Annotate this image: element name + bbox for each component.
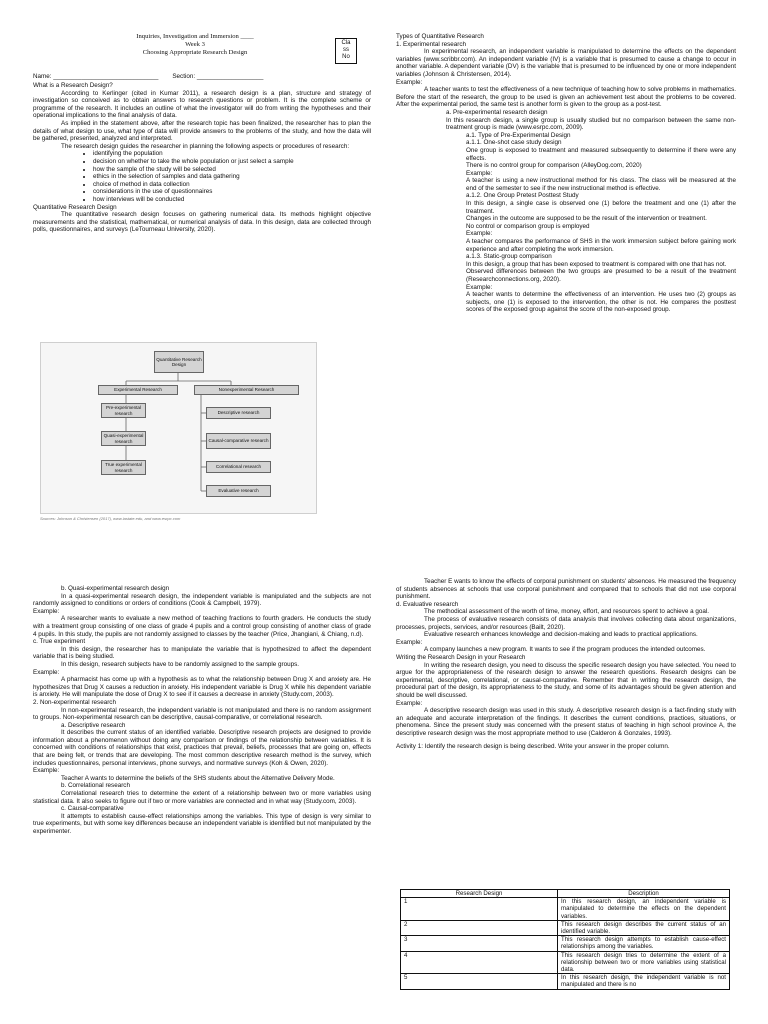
answer-cell[interactable]: 3 — [401, 936, 558, 951]
paragraph: c. True experiment — [33, 638, 86, 646]
research-design-diagram — [40, 342, 317, 514]
paragraph: 1. Experimental research — [396, 40, 466, 48]
list-item: • considerations in the use of questionnaires — [93, 188, 371, 196]
paragraph: a. Pre-experimental research design — [446, 108, 548, 116]
lesson-title: Choosing Appropriate Research Design — [142, 49, 248, 56]
paragraph: Teacher E wants to know the effects of corporal punishment on students' absences. He measured the frequency of students absences at schools that use corporal punishment and compared that to schools that did not use corporal punishment. — [396, 578, 736, 601]
paragraph: In this design, a single case is observed one (1) before the treatment and one (1) after the treatment. — [466, 200, 736, 215]
paragraph: A teacher wants to test the effectiveness of a new technique of teaching how to solve problems in mathematics. Before the start of the research, the group to be used is given an achievement test about the problems to be covered. After the experimental period, the same test is another form is given to the group as a post-test. — [396, 86, 736, 109]
table-row — [401, 898, 730, 921]
activity-table — [400, 889, 730, 990]
paragraph: In non-experimental research, the independent variable is not manipulated and there is no random assignment to groups. Non-experimental research can be descriptive, causal-comparative, or correlational research. — [33, 706, 371, 722]
left-column-top — [33, 82, 371, 234]
diagram-source: Sources: Johnson & Christensen (2017), www.iastate.edu, and www.esrpc.com — [40, 516, 181, 521]
paragraph: In this design, a group that has been exposed to treatment is compared with one that has not. — [466, 260, 727, 268]
diagram-node-causal-comparative: Causal-comparative research — [206, 433, 271, 449]
paragraph: Correlational research tries to determine the extent of a relationship between two or more variables using statistical data. It also seeks to figure out if two or more variables are connected and in what way (Study.com, 2003). — [33, 790, 371, 805]
answer-cell[interactable]: 1 — [401, 898, 558, 921]
paragraph: Example: — [466, 283, 493, 291]
answer-cell[interactable]: 4 — [401, 951, 558, 974]
description-cell: In this research design, an independent variable is manipulated to determine the effects on the dependent variables. — [558, 898, 730, 921]
table-row — [401, 974, 730, 989]
paragraph: In experimental research, an independent variable is manipulated to determine the effects on the dependent variables (www.scribbr.com). An independent variable (IV) is a variable that is presumed to cause a change to occur in another variable. A dependent variable (DV) is the variable that is presumed to be influenced by one or more independent variables (Johnson & Christensen, 2014). — [396, 48, 736, 78]
diagram-node-evaluative: Evaluative research — [206, 485, 271, 497]
paragraph: No control or comparison group is employed — [466, 222, 590, 230]
course-title: Inquiries, Investigation and Immersion ____ — [136, 33, 254, 40]
paragraph: A teacher is using a new instructional method for his class. The class will be measured at the end of the semester to see if the new instructional method is effective. — [466, 177, 736, 192]
paragraph: The research design guides the researcher in planning the following aspects or procedures of research: — [61, 142, 350, 150]
paragraph: A descriptive research design was used in this study. A descriptive research design is a fact-finding study with an adequate and accurate interpretation of the findings. It describes the current conditions, practices, situations, or phenomena. Since the present study was concerned with the present status of teaching in high school province A, the descriptive research design was the most appropriate method to use (Calderon & Gonzales, 1993). — [396, 707, 736, 737]
paragraph: a. Descriptive research — [61, 721, 126, 729]
paragraph: There is no control group for comparison (AlleyDog.com, 2020) — [466, 162, 642, 170]
paragraph: Changes in the outcome are supposed to be the result of the intervention or treatment. — [466, 215, 707, 223]
list-item: • choice of method in data collection — [93, 181, 371, 189]
paragraph: In this design, research subjects have to be randomly assigned to the sample groups. — [61, 660, 300, 668]
paragraph: Types of Quantitative Research — [396, 33, 484, 40]
description-cell: This research design tries to determine the extent of a relationship between two or more variables using statistical data. — [558, 951, 730, 974]
description-cell: This research design attempts to establish cause-effect relationships among the variables. — [558, 936, 730, 951]
paragraph: A pharmacist has come up with a hypothesis as to what the relationship between Drug X and anxiety are. He hypothesizes that Drug X causes a reduction in anxiety. His independent variable is Drug X while his dependent variable is anxiety. He will manipulate the dose of Drug X to see if it causes a decrease in anxiety (Study.com, 2003). — [33, 676, 371, 699]
list-item: • how the sample of the study will be selected — [93, 166, 371, 174]
paragraph: Example: — [33, 607, 60, 615]
answer-cell[interactable]: 5 — [401, 974, 558, 989]
paragraph: The methodical assessment of the worth of time, money, effort, and resources spent to achieve a goal. — [424, 608, 710, 616]
name-section-line: Name: ______________________________ Section: ___________________ — [33, 73, 264, 80]
paragraph: a.1.3. Static-group comparison — [466, 253, 552, 261]
paragraph: One group is exposed to treatment and measured subsequently to determine if there were any effects. — [466, 146, 736, 162]
paragraph: b. Quasi-experimental research design — [61, 585, 170, 592]
paragraph: In this research design, a single group is usually studied but no comparison between the same non-treatment group is made (www.esrpc.com, 2009). — [446, 116, 736, 132]
paragraph: Example: — [396, 699, 423, 707]
list-item: • decision on whether to take the whole population or just select a sample — [93, 158, 371, 166]
diagram-root: Quantitative Research Design — [154, 351, 204, 373]
right-column-bottom — [396, 578, 736, 751]
table-row — [401, 951, 730, 974]
table-row — [401, 936, 730, 951]
paragraph: Teacher A wants to determine the beliefs of the SHS students about the Alternative Delivery Mode. — [61, 774, 335, 782]
paragraph: Evaluative research enhances knowledge and decision-making and leads to practical applications. — [424, 631, 698, 639]
diagram-node-correlational: Correlational research — [206, 461, 271, 473]
paragraph: b. Correlational research — [61, 782, 130, 790]
paragraph: Example: — [466, 230, 493, 238]
diagram-node-true-experimental: True experimental research — [101, 460, 146, 475]
description-cell: This research design describes the current status of an identified variable. — [558, 920, 730, 935]
paragraph: Example: — [33, 767, 60, 775]
paragraph: In this design, the researcher has to manipulate the variable that is hypothesized to affect the dependent variable that is being studied. — [33, 645, 371, 661]
week-label: Week 3 — [185, 41, 205, 48]
paragraph: a.1.1. One-shot case study design — [466, 139, 562, 147]
description-cell: In this research design, the independent variable is not manipulated and there is no — [558, 974, 730, 989]
header-research-design: Research Design — [401, 890, 558, 898]
paragraph: As implied in the statement above, after the research topic has been finalized, the researcher has to plan the details of what design to use, what type of data will provide answers to the problems of the study, and how the data will be gathered, presented, analyzed and interpreted. — [33, 119, 371, 143]
research-aspects-list — [33, 150, 371, 203]
paragraph: Example: — [396, 78, 423, 86]
paragraph: According to Kerlinger (cited in Kumar 2011), a research design is a plan, structure and strategy of investigation so conceived as to obtain answers to research questions or problem. It is the complete scheme or programme of the research. It includes an outline of what the investigator will do from writing the hypotheses and their operational implications to the final analysis of data. — [33, 89, 371, 120]
paragraph: Quantitative Research Design — [33, 203, 117, 211]
paragraph: a.1.2. One Group Pretest Posttest Study — [466, 192, 579, 200]
diagram-node-quasi-experimental: Quasi-experimental research — [101, 431, 146, 446]
diagram-node-pre-experimental: Pre-experimental research — [101, 403, 146, 418]
list-item: • how interviews will be conducted — [93, 196, 371, 204]
table-row — [401, 920, 730, 935]
paragraph: A teacher wants to determine the effectiveness of an intervention. He uses two (2) groups as subjects, one (1) is exposed to the intervention, the other is not. He compares the posttest scores of the exposed group against the score of the non-exposed group. — [466, 291, 736, 314]
paragraph: A teacher compares the performance of SHS in the work immersion subject before gaining work experience and after completing the work immersion. — [466, 238, 736, 253]
paragraph: Writing the Research Design in your Research — [396, 653, 526, 661]
paragraph: What is a Research Design? — [33, 82, 113, 89]
paragraph: A researcher wants to evaluate a new method of teaching fractions to fourth graders. He conducts the study with a treatment group consisting of one class of grade 4 pupils and a control group consisting of another class of grade 4 pupils. In this study, the pupils are not randomly assigned to classes by the teacher (Price, Jhangiani, & Chiang, n.d). — [33, 615, 371, 638]
paragraph: Example: — [396, 638, 423, 646]
paragraph: It describes the current status of an identified variable. Descriptive research projects are designed to provide information about a phenomenon without doing any comparison or findings of the relationship between variables. It is concerned with conditions of relationships that exist, practices that prevail, beliefs, processes that are going on, effects that are being felt, or trends that are developing. The most common descriptive research method is the survey, which includes questionnaires, personal interviews, phone surveys, and normative surveys (Koh & Owen, 2020). — [33, 729, 371, 767]
class-number-box: Cla ss No — [335, 38, 357, 64]
paragraph: It attempts to establish cause-effect relationships among the variables. This type of design is very similar to true experiments, but with some key differences because an independent variable is identified but not manipulated by the experimenter. — [33, 812, 371, 835]
answer-cell[interactable]: 2 — [401, 920, 558, 935]
document-header — [60, 33, 330, 57]
paragraph: A company launches a new program. It wants to see if the program produces the intended outcomes. — [424, 646, 706, 654]
activity-table-header — [401, 890, 730, 898]
paragraph: Example: — [466, 169, 493, 177]
header-description: Description — [558, 890, 730, 898]
paragraph: c. Causal-comparative — [61, 805, 124, 813]
activity-instruction: Activity 1: Identify the research design is being described. Write your answer in the proper column. — [396, 743, 670, 751]
list-item: • ethics in the selection of samples and data gathering — [93, 173, 371, 181]
paragraph: In writing the research design, you need to discuss the specific research design you have selected. You need to argue for the appropriateness of the research design to answer the research questions. Research designs can be experimental, descriptive, correlational, or causal-comparative. Remember that in writing the research design, the procedural part of the design, its appropriateness to the study, and some of its advantages should be given attention and should be well discussed. — [396, 661, 736, 699]
name-label: Name: — [33, 73, 52, 80]
diagram-node-descriptive: Descriptive research — [206, 407, 271, 419]
section-label: Section: — [172, 73, 196, 80]
paragraph: The process of evaluative research consists of data analysis that involves collecting data about organizations, processes, projects, services, and/or resources (Bailt, 2020). — [396, 615, 736, 631]
diagram-branch-experimental: Experimental Research — [98, 385, 178, 395]
list-item: • identifying the population — [93, 150, 371, 158]
right-column-top — [396, 33, 736, 314]
diagram-branch-nonexperimental: Nonexperimental Research — [194, 385, 299, 395]
paragraph: The quantitative research design focuses on gathering numerical data. Its methods highlight objective measurements and the statistical, mathematical, or numerical analysis of data. In this design, data are collected through polls, questionnaires, and surveys (LeTourneau University, 2020). — [33, 211, 371, 234]
paragraph: Observed differences between the two groups are presumed to be a result of the treatment (Researchconnections.org, 2020). — [466, 268, 736, 283]
paragraph: Example: — [33, 668, 60, 676]
paragraph: a.1. Type of Pre-Experimental Design — [466, 131, 571, 139]
left-column-bottom — [33, 585, 371, 1024]
paragraph: In a quasi-experimental research design, the independent variable is manipulated and the subjects are not randomly assigned to conditions or orders of conditions (Cook & Campbell, 1979). — [33, 592, 371, 608]
paragraph: d. Evaluative research — [396, 600, 459, 608]
paragraph: 2. Non-experimental research — [33, 698, 116, 706]
